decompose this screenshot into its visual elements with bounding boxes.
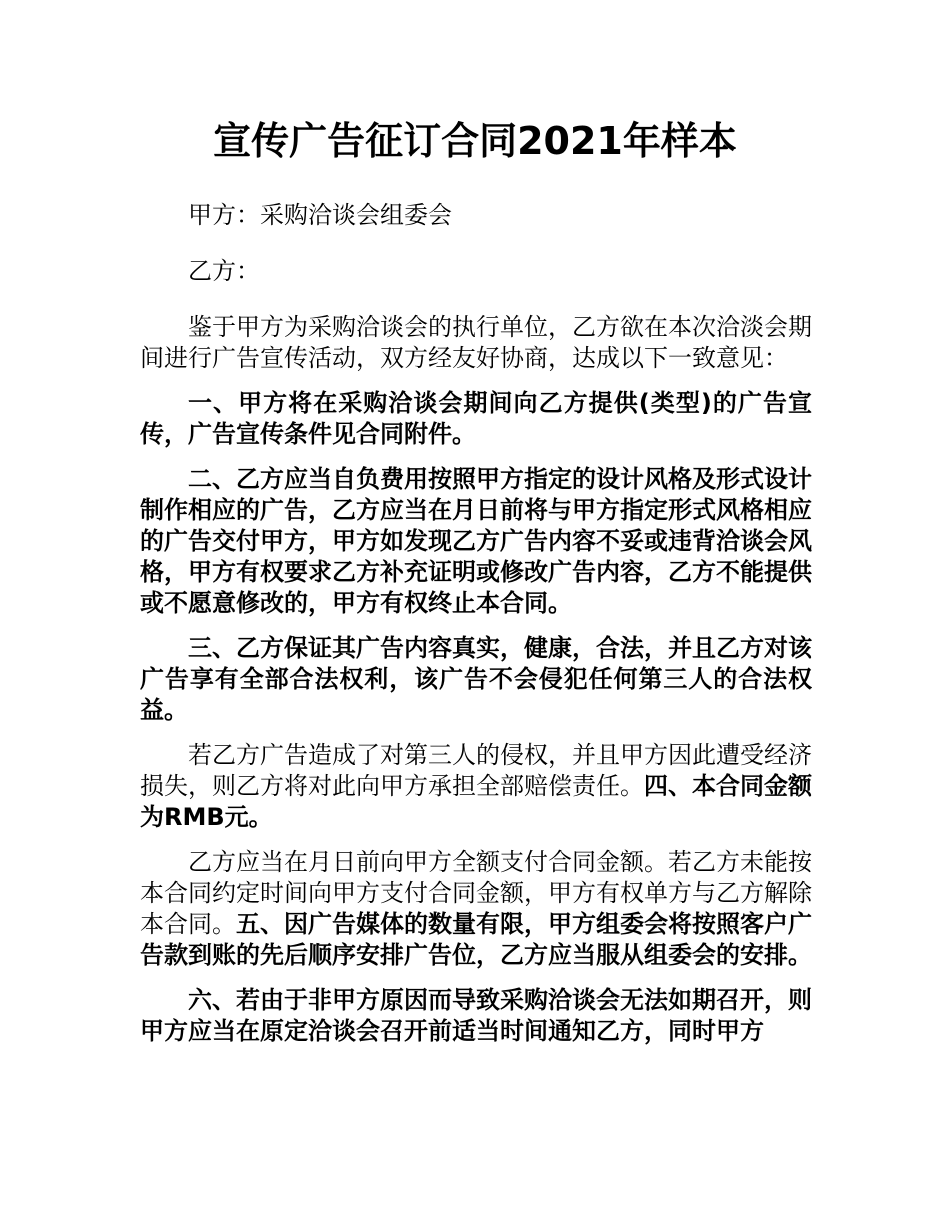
- clause-4-text: 四、本合同金额为RMB元。: [140, 772, 812, 831]
- clause-3-paragraph: 三、乙方保证其广告内容真实，健康，合法，并且乙方对该广告享有全部合法权利，该广告不会侵犯任何第三人的合法权益。: [140, 634, 812, 724]
- clause-5-text: 五、因广告媒体的数量有限，甲方组委会将按照客户广告款到账的先后顺序安排广告位，乙方应当服从组委会的安排。: [140, 910, 812, 969]
- clause-2-paragraph: 二、乙方应当自负费用按照甲方指定的设计风格及形式设计制作相应的广告，乙方应当在月日前将与甲方指定形式风格相应的广告交付甲方，甲方如发现乙方广告内容不妥或违背洽谈会风格，甲方有权要求乙方补充证明或修改广告内容，乙方不能提供或不愿意修改的，甲方有权终止本合同。: [140, 465, 812, 617]
- payment-paragraph: [140, 847, 812, 971]
- clause-6-paragraph: 六、若由于非甲方原因而导致采购洽谈会无法如期召开，则甲方应当在原定洽谈会召开前适当时间通知乙方，同时甲方: [140, 986, 812, 1045]
- party-b-line: 乙方：: [188, 257, 260, 285]
- document-title: 宣传广告征订合同2021年样本: [213, 119, 737, 163]
- payment-text: 乙方应当在月日前向甲方全额支付合同金额。若乙方未能按本合同约定时间向甲方支付合同金额，甲方有权单方与乙方解除本合同。: [140, 848, 812, 938]
- document-body: [140, 200, 812, 1061]
- clause-1-paragraph: 一、甲方将在采购洽谈会期间向乙方提供(类型)的广告宣传，广告宣传条件见合同附件。: [140, 389, 812, 448]
- preamble-paragraph: 鉴于甲方为采购洽谈会的执行单位，乙方欲在本次洽淡会期间进行广告宣传活动，双方经友好协商，达成以下一致意见：: [140, 313, 812, 372]
- party-a-line: 甲方：采购洽谈会组委会: [188, 201, 452, 229]
- liability-text: 若乙方广告造成了对第三人的侵权，并且甲方因此遭受经济损失，则乙方将对此向甲方承担全部赔偿责任。: [140, 741, 812, 800]
- liability-paragraph: [140, 740, 812, 833]
